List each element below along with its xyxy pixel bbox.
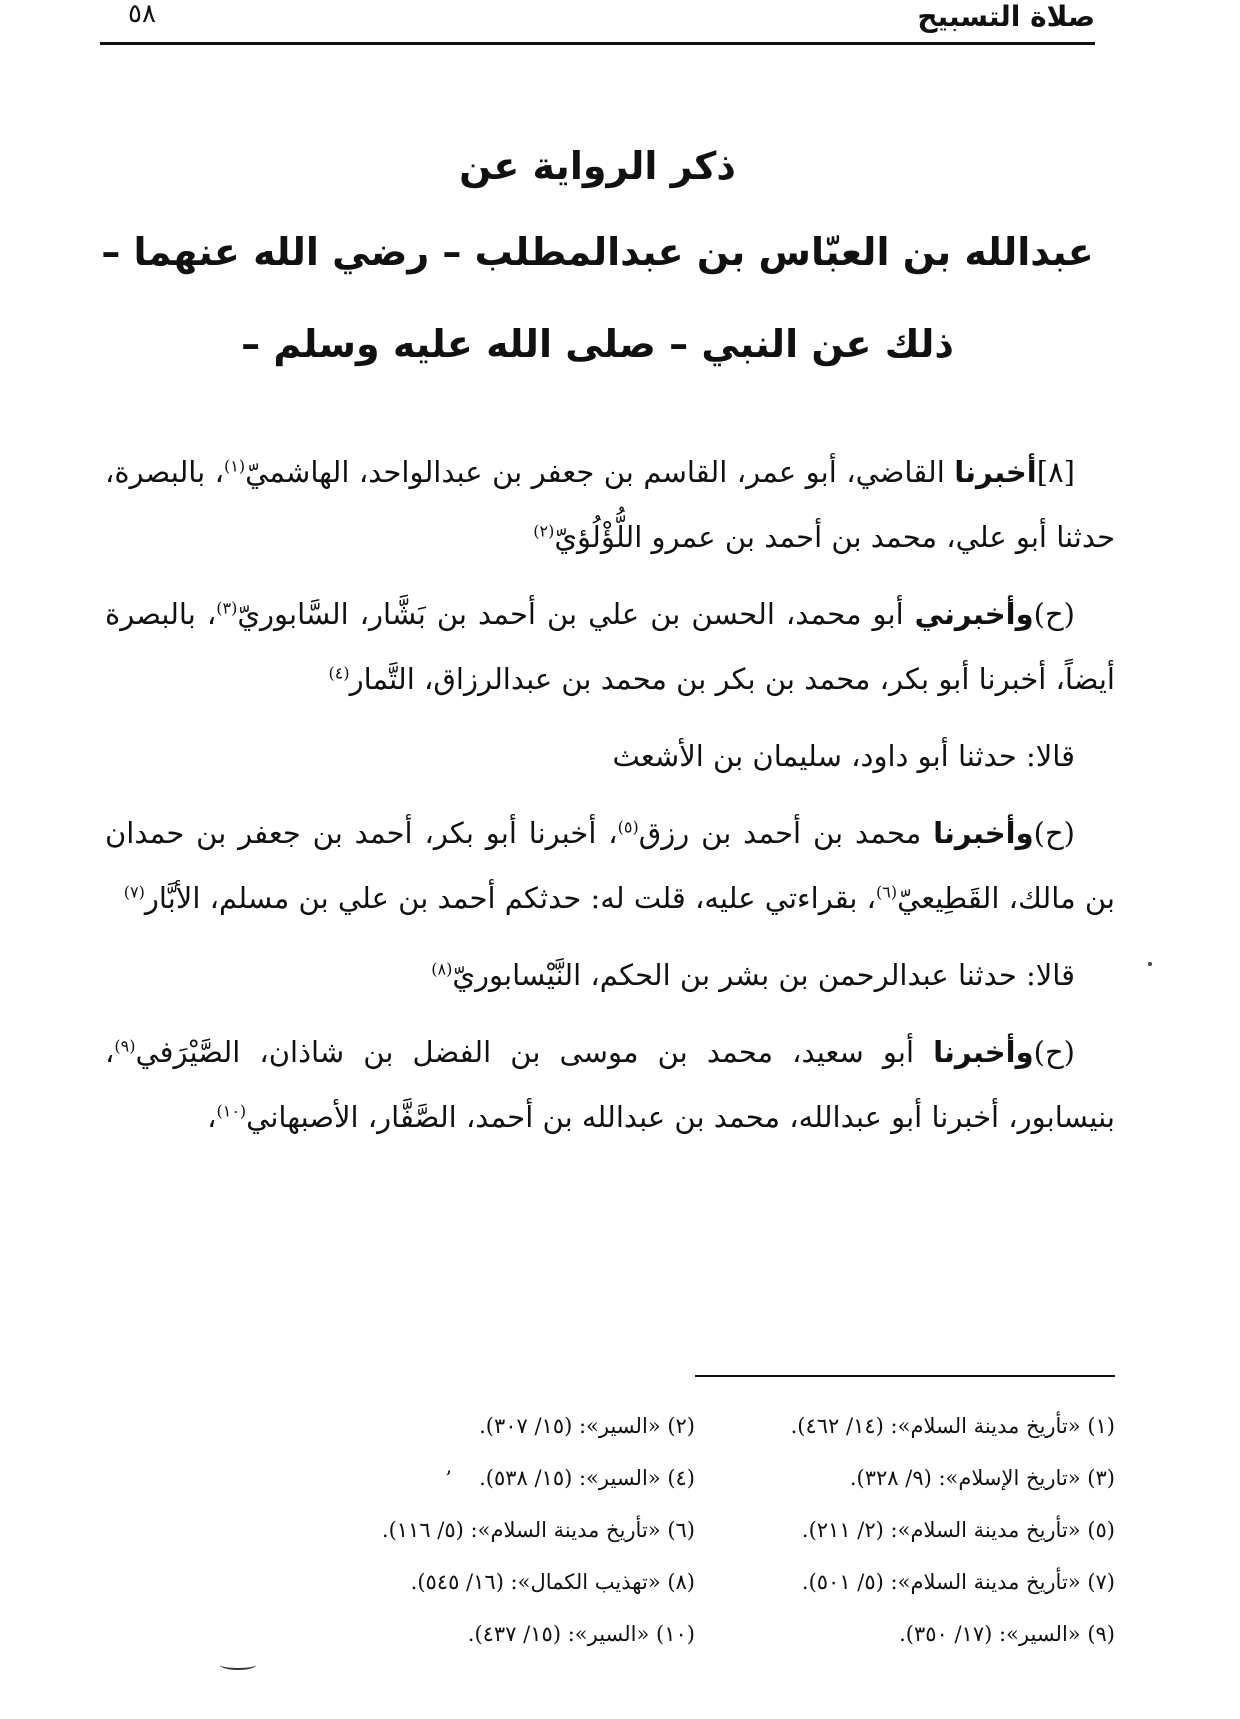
footnote-6: (٦) «تأريخ مدينة السلام»: (٥/ ١١٦).: [381, 1518, 695, 1542]
paragraph-text: قالا: حدثنا عبدالرحمن بن بشر بن الحكم، النَّيْسابوريّ: [452, 958, 1075, 992]
footnote-ref: (٢): [533, 521, 555, 541]
footnotes: [175, 1400, 1115, 1660]
paragraph-isnad-3: [105, 801, 1115, 931]
chapter-title: [100, 130, 1095, 364]
paragraph-lead: [٨]: [1036, 455, 1075, 489]
paragraph-8: [105, 440, 1115, 570]
paragraph-isnad-2: [105, 582, 1115, 712]
check-mark-icon: ʼ: [444, 1466, 452, 1490]
footnote-ref: (٦): [876, 882, 898, 902]
footnote-7: (٧) «تأريخ مدينة السلام»: (٥/ ٥٠١).: [801, 1570, 1115, 1594]
paragraph-lead: (ح): [1033, 1035, 1075, 1069]
running-title: صلاة التسبيح: [917, 0, 1095, 33]
keyword: وأخبرنا: [933, 816, 1034, 850]
paragraph-text: ، بالبصرة أيضاً، أخبرنا أبو بكر، محمد بن بكر بن محمد بن عبدالرزاق، التَّمار: [105, 597, 1115, 696]
footnote-3: (٣) «تاريخ الإسلام»: (٩/ ٣٢٨).: [849, 1466, 1115, 1490]
paragraph-text: قالا: حدثنا أبو داود، سليمان بن الأشعث: [612, 739, 1075, 773]
footnote-5: (٥) «تأريخ مدينة السلام»: (٢/ ٢١١).: [801, 1518, 1115, 1542]
paragraph-text: ، بقراءتي عليه، قلت له: حدثكم أحمد بن علي بن مسلم، الأبَّار: [144, 881, 877, 915]
body-text: [105, 440, 1115, 1162]
footnote-row: [175, 1400, 1115, 1452]
footnote-ref: (١٠): [216, 1101, 247, 1121]
paragraph-text: ،: [207, 1100, 217, 1134]
paragraph-text: القاضي، أبو عمر، القاسم بن جعفر بن عبدالواحد، الهاشميّ: [245, 455, 955, 489]
paragraph-qala-1: [105, 724, 1115, 789]
keyword: أخبرنا: [954, 455, 1037, 489]
paragraph-text: ، أخبرنا أبو بكر، أحمد بن جعفر بن حمدان بن مالك، القَطِيعيّ: [105, 816, 1115, 915]
footnote-9: (٩) «السير»: (١٧/ ٣٥٠).: [899, 1622, 1115, 1646]
paragraph-lead: (ح): [1033, 816, 1075, 850]
footnote-1: (١) «تأريخ مدينة السلام»: (١٤/ ٤٦٢).: [790, 1414, 1115, 1438]
footnote-row: [175, 1504, 1115, 1556]
footnote-row: [175, 1608, 1115, 1660]
footnote-row: [175, 1556, 1115, 1608]
paragraph-text: ، بالبصرة، حدثنا أبو علي، محمد بن أحمد بن عمرو اللُّؤْلُؤيّ: [105, 455, 1115, 554]
footnote-row: [175, 1452, 1115, 1504]
paragraph-text: محمد بن أحمد بن رزق: [638, 816, 934, 850]
paragraph-text: أبو سعيد، محمد بن موسى بن الفضل بن شاذان، الصَّيْرَفي: [135, 1035, 934, 1069]
footnote-ref: (٩): [114, 1036, 136, 1056]
footnote-10: (١٠) «السير»: (١٥/ ٤٣٧).: [467, 1622, 695, 1646]
footnote-ref: (٥): [617, 817, 639, 837]
title-line-2: عبدالله بن العبّاس بن عبدالمطلب – رضي الله عنهما –: [101, 230, 1094, 274]
paragraph-text: ، بنيسابور، أخبرنا أبو عبدالله، محمد بن عبدالله بن أحمد، الصَّفَّار، الأصبهاني: [105, 1035, 1115, 1134]
paragraph-qala-2: [105, 943, 1115, 1008]
scan-dot-mark: [1148, 962, 1152, 966]
page-number: ٥٨: [128, 0, 156, 29]
scan-curve-mark: [220, 1660, 256, 1670]
footnote-4: (٤) «السير»: (١٥/ ٥٣٨).: [479, 1466, 695, 1490]
paragraph-lead: (ح): [1033, 597, 1075, 631]
footnote-ref: (٨): [431, 959, 453, 979]
footnote-ref: (٤): [328, 663, 350, 683]
title-line-1: ذكر الرواية عن: [459, 144, 736, 188]
paragraph-text: أبو محمد، الحسن بن علي بن أحمد بن بَشَّار، السَّابوريّ: [237, 597, 915, 631]
title-line-3: ذلك عن النبي – صلى الله عليه وسلم –: [241, 322, 954, 366]
page-header: [100, 0, 1095, 45]
footnote-divider: [695, 1375, 1115, 1377]
footnote-ref: (٣): [216, 598, 238, 618]
keyword: وأخبرنا: [933, 1035, 1034, 1069]
footnote-ref: (١): [224, 456, 246, 476]
footnote-8: (٨) «تهذيب الكمال»: (١٦/ ٥٤٥).: [410, 1570, 695, 1594]
footnote-4-cell: [255, 1452, 695, 1504]
footnote-ref: (٧): [123, 882, 145, 902]
footnote-2: (٢) «السير»: (١٥/ ٣٠٧).: [479, 1414, 695, 1438]
paragraph-isnad-4: [105, 1020, 1115, 1150]
keyword: وأخبرني: [914, 597, 1034, 631]
